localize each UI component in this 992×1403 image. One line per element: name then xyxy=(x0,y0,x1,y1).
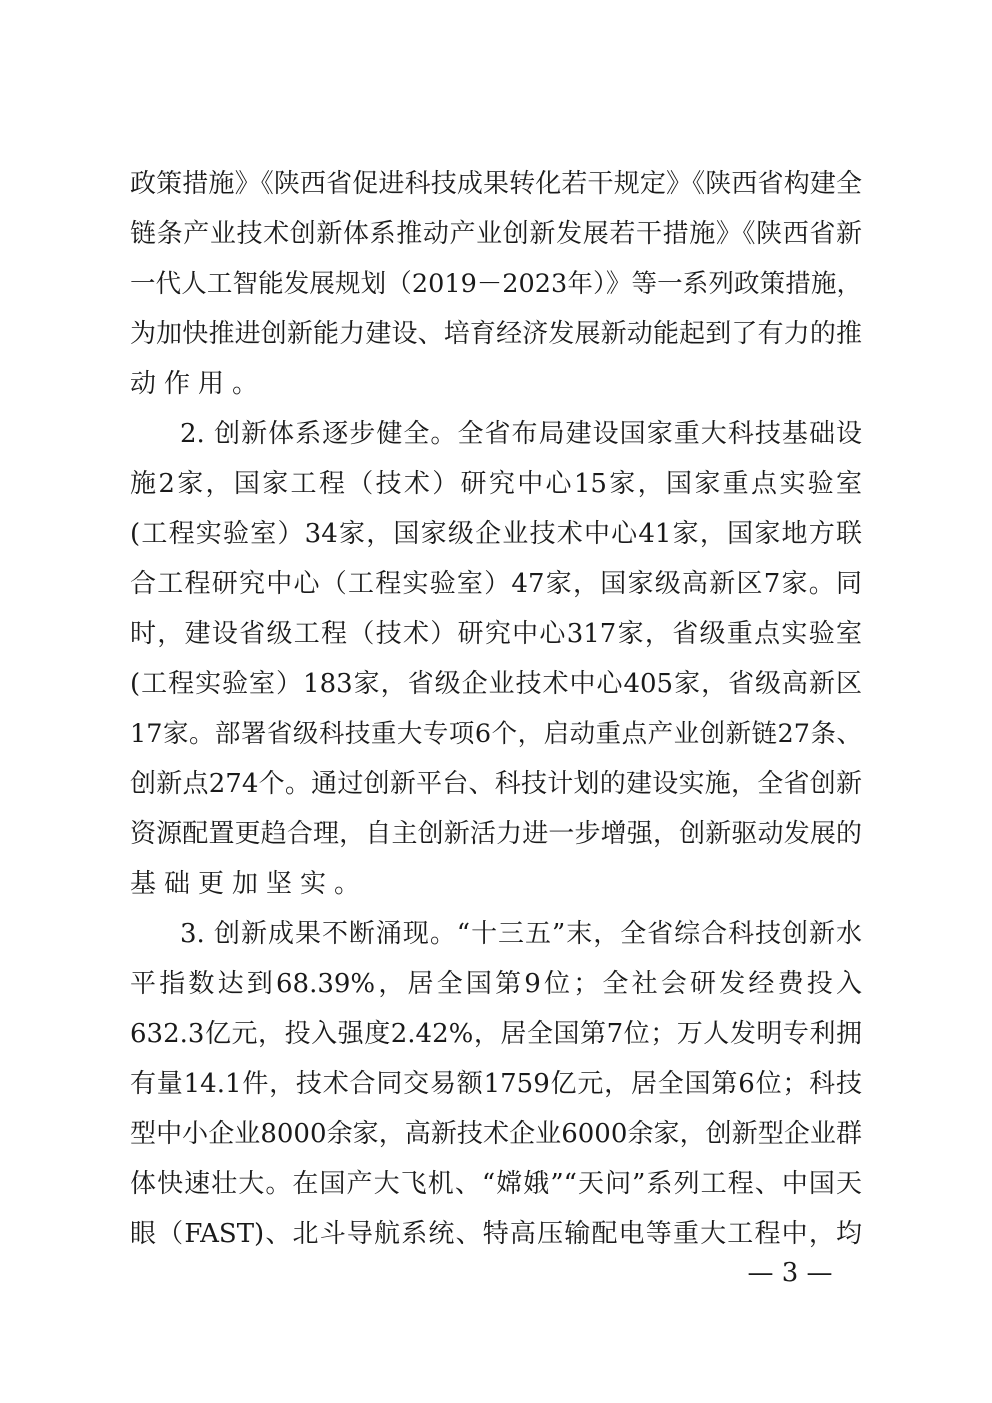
text-line-7: 施2家，国家工程（技术）研究中心15家，国家重点实验室 xyxy=(130,469,862,499)
text-line-22: 眼（FAST)、北斗导航系统、特高压输配电等重大工程中，均 xyxy=(130,1219,862,1249)
text-line-21: 体快速壮大。在国产大飞机、“嫦娥”“天问”系列工程、中国天 xyxy=(130,1169,862,1199)
text-line-9: 合工程研究中心（工程实验室）47家，国家级高新区7家。同 xyxy=(130,569,862,599)
text-line-12: 17家。部署省级科技重大专项6个，启动重点产业创新链27条、 xyxy=(130,719,862,749)
text-line-15: 基础更加坚实。 xyxy=(130,869,369,899)
text-line-20: 型中小企业8000余家，高新技术企业6000余家，创新型企业群 xyxy=(130,1119,862,1149)
page-number: — 3 — xyxy=(747,1258,833,1288)
text-line-3: 一代人工智能发展规划（2019－2023年）》等一系列政策措施， xyxy=(130,269,862,299)
paragraph-2-heading-line: 2. 创新体系逐步健全。全省布局建设国家重大科技基础设 xyxy=(180,419,862,449)
text-line-11: (工程实验室）183家，省级企业技术中心405家，省级高新区 xyxy=(130,669,862,699)
text-line-1: 政策措施》《陕西省促进科技成果转化若干规定》《陕西省构建全 xyxy=(130,169,862,199)
text-line-14: 资源配置更趋合理，自主创新活力进一步增强，创新驱动发展的 xyxy=(130,819,862,849)
text-line-4: 为加快推进创新能力建设、培育经济发展新动能起到了有力的推 xyxy=(130,319,862,349)
text-line-10: 时，建设省级工程（技术）研究中心317家，省级重点实验室 xyxy=(130,619,862,649)
text-line-17: 平指数达到68.39%，居全国第9位；全社会研发经费投入 xyxy=(130,969,862,999)
text-line-5: 动作用。 xyxy=(130,369,267,399)
text-line-19: 有量14.1件，技术合同交易额1759亿元，居全国第6位；科技 xyxy=(130,1069,862,1099)
text-line-8: (工程实验室）34家，国家级企业技术中心41家，国家地方联 xyxy=(130,519,862,549)
text-line-18: 632.3亿元，投入强度2.42%，居全国第7位；万人发明专利拥 xyxy=(130,1019,862,1049)
paragraph-3-heading-line: 3. 创新成果不断涌现。“十三五”末，全省综合科技创新水 xyxy=(180,919,862,949)
text-line-2: 链条产业技术创新体系推动产业创新发展若干措施》《陕西省新 xyxy=(130,219,862,249)
text-line-13: 创新点274个。通过创新平台、科技计划的建设实施，全省创新 xyxy=(130,769,862,799)
